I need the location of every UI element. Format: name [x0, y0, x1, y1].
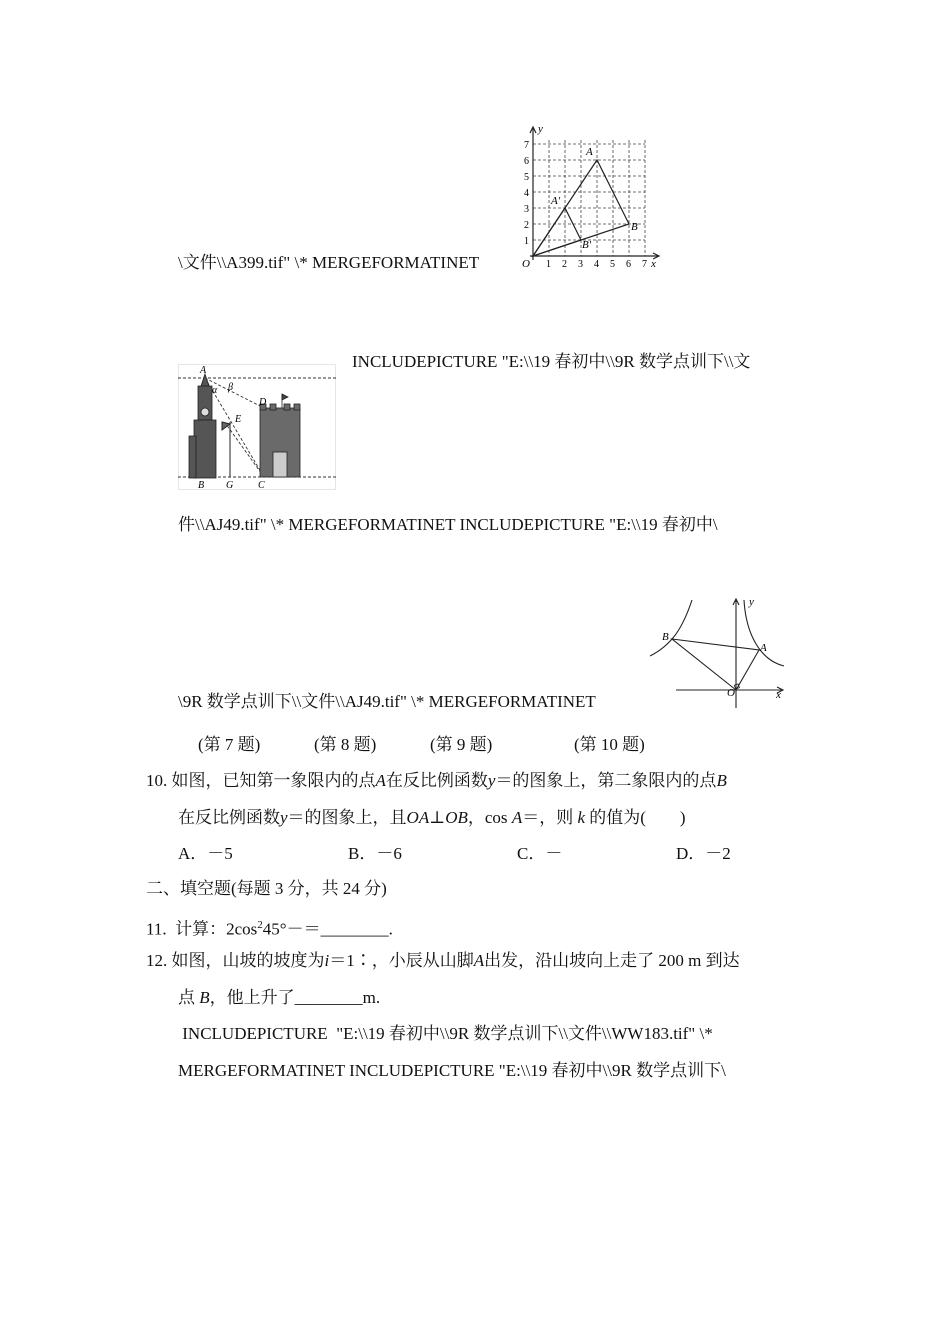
svg-text:A: A — [760, 642, 767, 654]
question-10-line-2: 在反比例函数y＝的图象上，且OA⊥OB，cos A＝，则 k 的值为( ) — [178, 808, 686, 827]
svg-text:1: 1 — [524, 236, 529, 247]
question-12-line-1: 12. 如图，山坡的坡度为i＝1∶，小辰从山脚A出发，沿山坡向上走了 200 m 到达 — [146, 951, 740, 970]
svg-text:6: 6 — [626, 259, 631, 270]
svg-text:4: 4 — [594, 259, 599, 270]
field-code-line-1: \文件\\A399.tif" \* MERGEFORMATINET — [178, 253, 480, 272]
svg-text:C: C — [258, 480, 265, 491]
svg-text:B′: B′ — [582, 239, 592, 251]
caption-fig-10: (第 10 题) — [574, 735, 645, 754]
svg-text:A′: A′ — [551, 195, 561, 207]
question-10-line-1: 10. 如图，已知第一象限内的点A在反比例函数y＝的图象上，第二象限内的点B — [146, 771, 727, 790]
figure-10-hyperbola — [648, 594, 788, 710]
svg-text:5: 5 — [524, 172, 529, 183]
svg-text:A: A — [200, 365, 207, 376]
origin-label: O — [522, 258, 530, 270]
svg-text:B: B — [662, 631, 669, 643]
svg-text:β: β — [228, 382, 233, 393]
svg-text:2: 2 — [524, 220, 529, 231]
question-11: 11. 计算：$2\cos^245^\circ-=\_\_\_\_\_\_\_\_$. — [146, 919, 393, 939]
svg-text:G: G — [226, 480, 234, 491]
svg-text:O: O — [727, 687, 735, 699]
x-axis-label: x — [651, 258, 656, 270]
field-code-line-6: MERGEFORMATINET INCLUDEPICTURE "E:\\19 春初中\\9R 数学点训下\ — [178, 1061, 726, 1080]
question-12-line-2: 点 B，他上升了________m. — [178, 988, 381, 1007]
svg-text:A: A — [586, 146, 593, 158]
triangle-OA1B1 — [533, 208, 581, 256]
option-b: B．－6 — [348, 844, 402, 863]
hyperbola-left — [650, 600, 692, 656]
svg-text:B: B — [631, 221, 638, 233]
svg-text:6: 6 — [524, 156, 529, 167]
field-code-line-5: INCLUDEPICTURE "E:\\19 春初中\\9R 数学点训下\\文件\\WW183.tif" \* — [178, 1024, 713, 1043]
svg-text:7: 7 — [524, 140, 529, 151]
field-code-line-3: 件\\AJ49.tif" \* MERGEFORMATINET INCLUDEPICTURE "E:\\19 春初中\ — [178, 515, 718, 534]
figure-8-tower-castle — [178, 364, 336, 492]
option-c: C．－ — [517, 844, 563, 863]
figure-7-coordinate-grid — [518, 122, 668, 270]
field-code-line-4: \9R 数学点训下\\文件\\AJ49.tif" \* MERGEFORMATINET — [178, 692, 596, 711]
question-number: 10. — [146, 771, 168, 790]
svg-text:5: 5 — [610, 259, 615, 270]
svg-text:α: α — [212, 385, 218, 396]
svg-text:E: E — [235, 414, 242, 425]
caption-fig-9: (第 9 题) — [430, 735, 493, 754]
option-a: A．－5 — [178, 844, 233, 863]
caption-fig-7: (第 7 题) — [198, 735, 261, 754]
svg-text:2: 2 — [562, 259, 567, 270]
svg-text:y: y — [749, 596, 754, 608]
svg-text:3: 3 — [578, 259, 583, 270]
svg-text:D: D — [259, 397, 267, 408]
field-code-line-2: INCLUDEPICTURE "E:\\19 春初中\\9R 数学点训下\\文 — [352, 352, 751, 371]
svg-text:7: 7 — [642, 259, 647, 270]
caption-fig-8: (第 8 题) — [314, 735, 377, 754]
y-axis-label: y — [538, 123, 543, 135]
svg-text:1: 1 — [546, 259, 551, 270]
svg-text:B: B — [198, 480, 205, 491]
svg-text:x: x — [776, 689, 781, 701]
svg-text:4: 4 — [524, 188, 529, 199]
option-d: D．－2 — [676, 844, 731, 863]
svg-text:3: 3 — [524, 204, 529, 215]
hyperbola-right — [744, 600, 784, 666]
section-2-heading: 二、填空题(每题 3 分，共 24 分) — [146, 879, 387, 898]
